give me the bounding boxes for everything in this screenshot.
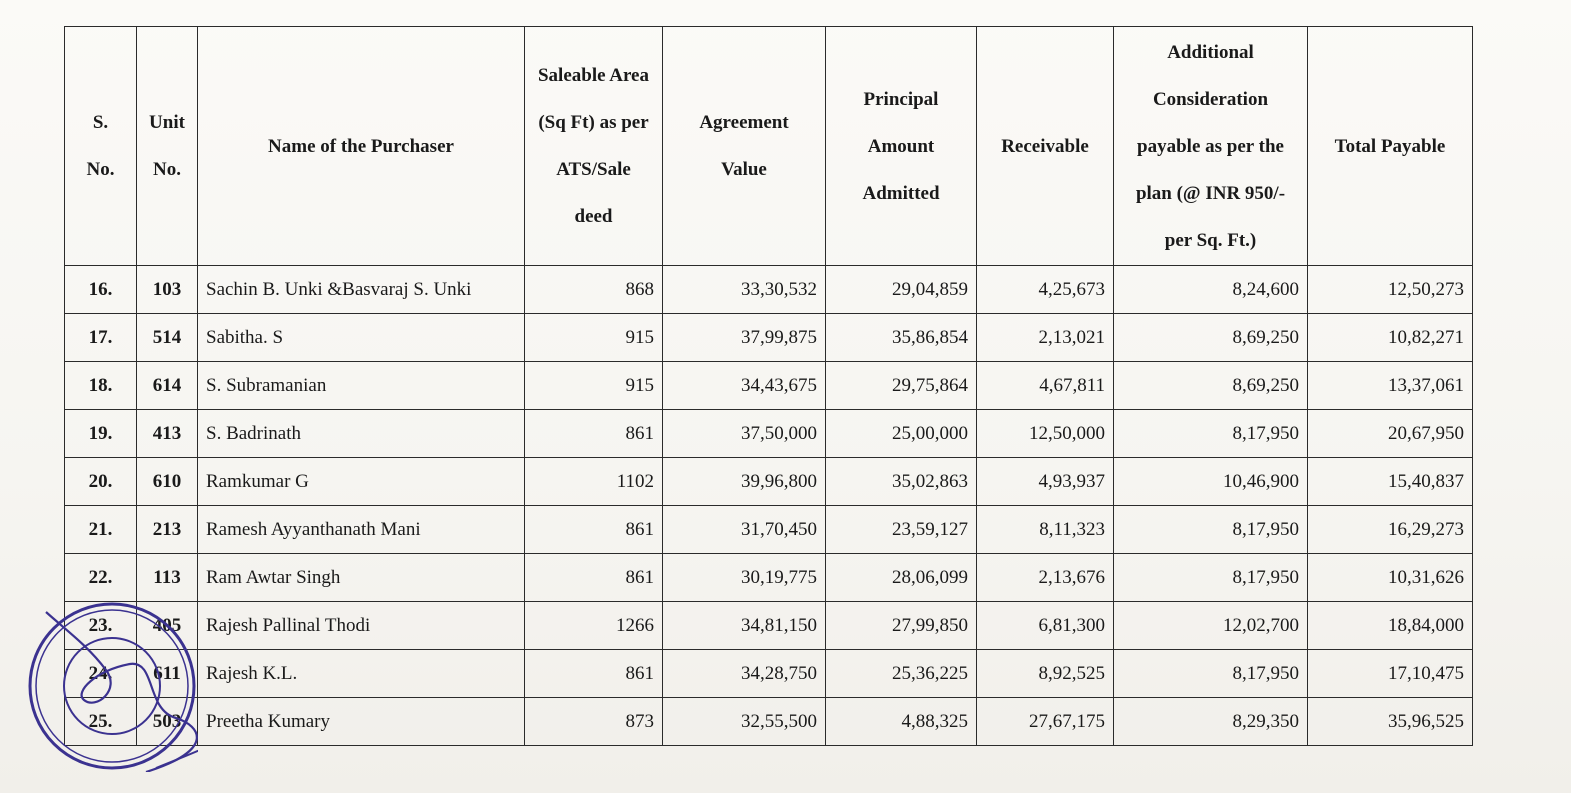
cell-serial-number: 21. — [65, 506, 137, 554]
cell-saleable-area: 861 — [525, 650, 663, 698]
header-line: ATS/Sale — [556, 159, 631, 180]
table-row — [65, 554, 1473, 602]
cell-additional-consideration: 12,02,700 — [1114, 602, 1308, 650]
header-line: (Sq Ft) as per — [538, 112, 649, 133]
header-line: Saleable Area — [537, 65, 649, 86]
cell-unit-number: 611 — [137, 650, 198, 698]
header-line: No. — [153, 159, 181, 180]
cell-total-payable: 13,37,061 — [1308, 362, 1473, 410]
header-line: Total Payable — [1334, 135, 1446, 157]
cell-purchaser-name: Sachin B. Unki &Basvaraj S. Unki — [198, 266, 525, 314]
header-line: Additional — [1167, 41, 1254, 63]
purchaser-table — [64, 26, 1473, 746]
cell-additional-consideration: 8,17,950 — [1114, 506, 1308, 554]
cell-principal-amount: 25,36,225 — [826, 650, 977, 698]
header-line: Principal — [863, 88, 939, 110]
cell-purchaser-name: Ramkumar G — [198, 458, 525, 506]
cell-saleable-area: 915 — [525, 362, 663, 410]
cell-total-payable: 18,84,000 — [1308, 602, 1473, 650]
cell-agreement-value: 34,43,675 — [663, 362, 826, 410]
header-line: Amount — [867, 135, 935, 157]
header-line: Consideration — [1152, 88, 1269, 110]
table-row — [65, 266, 1473, 314]
cell-purchaser-name: Rajesh Pallinal Thodi — [198, 602, 525, 650]
header-col-principal — [826, 27, 977, 266]
cell-receivable: 4,67,811 — [977, 362, 1114, 410]
cell-additional-consideration: 8,17,950 — [1114, 650, 1308, 698]
cell-agreement-value: 39,96,800 — [663, 458, 826, 506]
cell-unit-number: 103 — [137, 266, 198, 314]
cell-receivable: 27,67,175 — [977, 698, 1114, 746]
cell-saleable-area: 861 — [525, 506, 663, 554]
table-row — [65, 362, 1473, 410]
cell-serial-number: 23. — [65, 602, 137, 650]
cell-saleable-area: 1266 — [525, 602, 663, 650]
header-col-agreement — [663, 27, 826, 266]
cell-serial-number: 19. — [65, 410, 137, 458]
header-col-unit — [137, 27, 198, 266]
cell-additional-consideration: 8,29,350 — [1114, 698, 1308, 746]
cell-saleable-area: 861 — [525, 410, 663, 458]
cell-principal-amount: 25,00,000 — [826, 410, 977, 458]
cell-unit-number: 514 — [137, 314, 198, 362]
table-row — [65, 314, 1473, 362]
cell-total-payable: 12,50,273 — [1308, 266, 1473, 314]
cell-receivable: 2,13,676 — [977, 554, 1114, 602]
table-row — [65, 650, 1473, 698]
cell-agreement-value: 31,70,450 — [663, 506, 826, 554]
cell-agreement-value: 33,30,532 — [663, 266, 826, 314]
header-line: Value — [721, 159, 767, 180]
cell-additional-consideration: 8,17,950 — [1114, 410, 1308, 458]
cell-unit-number: 213 — [137, 506, 198, 554]
cell-agreement-value: 37,50,000 — [663, 410, 826, 458]
cell-agreement-value: 34,81,150 — [663, 602, 826, 650]
cell-total-payable: 17,10,475 — [1308, 650, 1473, 698]
cell-receivable: 4,25,673 — [977, 266, 1114, 314]
cell-principal-amount: 27,99,850 — [826, 602, 977, 650]
cell-additional-consideration: 10,46,900 — [1114, 458, 1308, 506]
header-line: Agreement — [699, 112, 789, 133]
header-col-area — [525, 27, 663, 266]
cell-serial-number: 17. — [65, 314, 137, 362]
cell-saleable-area: 861 — [525, 554, 663, 602]
cell-unit-number: 113 — [137, 554, 198, 602]
cell-purchaser-name: Sabitha. S — [198, 314, 525, 362]
cell-receivable: 2,13,021 — [977, 314, 1114, 362]
header-col-sno — [65, 27, 137, 266]
cell-purchaser-name: S. Badrinath — [198, 410, 525, 458]
header-line: S. — [92, 112, 109, 133]
cell-additional-consideration: 8,24,600 — [1114, 266, 1308, 314]
cell-serial-number: 22. — [65, 554, 137, 602]
table-row — [65, 458, 1473, 506]
cell-purchaser-name: Preetha Kumary — [198, 698, 525, 746]
cell-principal-amount: 29,04,859 — [826, 266, 977, 314]
cell-principal-amount: 23,59,127 — [826, 506, 977, 554]
cell-principal-amount: 35,86,854 — [826, 314, 977, 362]
cell-saleable-area: 868 — [525, 266, 663, 314]
cell-receivable: 8,92,525 — [977, 650, 1114, 698]
cell-total-payable: 16,29,273 — [1308, 506, 1473, 554]
header-line: No. — [86, 159, 115, 180]
cell-additional-consideration: 8,69,250 — [1114, 314, 1308, 362]
cell-unit-number: 503 — [137, 698, 198, 746]
header-col-total — [1308, 27, 1473, 266]
cell-receivable: 12,50,000 — [977, 410, 1114, 458]
header-line: deed — [574, 206, 613, 227]
cell-saleable-area: 915 — [525, 314, 663, 362]
cell-agreement-value: 32,55,500 — [663, 698, 826, 746]
header-line: per Sq. Ft.) — [1164, 229, 1257, 251]
cell-saleable-area: 873 — [525, 698, 663, 746]
header-line: payable as per the — [1137, 135, 1284, 157]
table-body — [65, 266, 1473, 746]
cell-receivable: 4,93,937 — [977, 458, 1114, 506]
cell-purchaser-name: Rajesh K.L. — [198, 650, 525, 698]
cell-unit-number: 614 — [137, 362, 198, 410]
cell-total-payable: 10,31,626 — [1308, 554, 1473, 602]
cell-principal-amount: 28,06,099 — [826, 554, 977, 602]
header-line: Admitted — [862, 182, 940, 204]
cell-additional-consideration: 8,17,950 — [1114, 554, 1308, 602]
cell-total-payable: 10,82,271 — [1308, 314, 1473, 362]
table-header — [65, 27, 1473, 266]
cell-unit-number: 405 — [137, 602, 198, 650]
cell-agreement-value: 34,28,750 — [663, 650, 826, 698]
cell-receivable: 8,11,323 — [977, 506, 1114, 554]
header-line: Unit — [149, 112, 185, 133]
cell-additional-consideration: 8,69,250 — [1114, 362, 1308, 410]
table-row — [65, 506, 1473, 554]
table-row — [65, 602, 1473, 650]
cell-serial-number: 18. — [65, 362, 137, 410]
cell-principal-amount: 29,75,864 — [826, 362, 977, 410]
cell-receivable: 6,81,300 — [977, 602, 1114, 650]
cell-purchaser-name: Ramesh Ayyanthanath Mani — [198, 506, 525, 554]
cell-serial-number: 16. — [65, 266, 137, 314]
header-col-additional — [1114, 27, 1308, 266]
cell-agreement-value: 37,99,875 — [663, 314, 826, 362]
cell-total-payable: 35,96,525 — [1308, 698, 1473, 746]
cell-serial-number: 20. — [65, 458, 137, 506]
cell-unit-number: 610 — [137, 458, 198, 506]
table-row — [65, 410, 1473, 458]
cell-total-payable: 20,67,950 — [1308, 410, 1473, 458]
cell-principal-amount: 35,02,863 — [826, 458, 977, 506]
cell-total-payable: 15,40,837 — [1308, 458, 1473, 506]
header-line: Receivable — [1001, 135, 1089, 157]
cell-purchaser-name: S. Subramanian — [198, 362, 525, 410]
cell-unit-number: 413 — [137, 410, 198, 458]
cell-serial-number: 24. — [65, 650, 137, 698]
cell-purchaser-name: Ram Awtar Singh — [198, 554, 525, 602]
header-col-name — [198, 27, 525, 266]
header-col-receivable — [977, 27, 1114, 266]
cell-saleable-area: 1102 — [525, 458, 663, 506]
cell-agreement-value: 30,19,775 — [663, 554, 826, 602]
table-row — [65, 698, 1473, 746]
header-line: plan (@ INR 950/- — [1135, 182, 1286, 204]
cell-principal-amount: 4,88,325 — [826, 698, 977, 746]
cell-serial-number: 25. — [65, 698, 137, 746]
header-line: Name of the Purchaser — [268, 135, 454, 157]
